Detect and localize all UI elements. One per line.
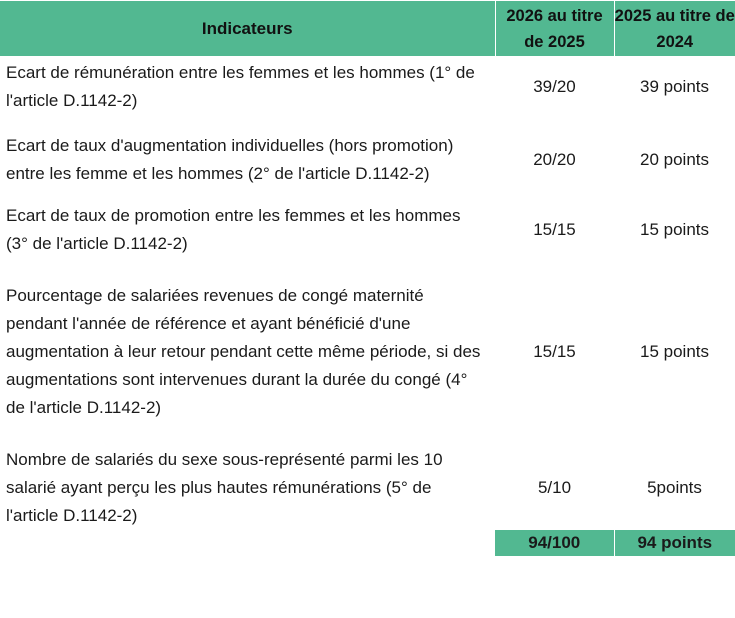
spacer-row: [0, 422, 735, 446]
table-row: [0, 56, 735, 118]
indicator-label: Ecart de taux de promotion entre les femmes et les hommes (3° de l'article D.1142-2): [6, 206, 461, 253]
score-2026: 15/15: [533, 220, 576, 239]
total-2026: 94/100: [495, 530, 614, 556]
score-2026: 15/15: [533, 342, 576, 361]
total-row: [0, 530, 735, 556]
score-2026: 5/10: [537, 478, 572, 497]
table-row: [0, 446, 735, 530]
table-row: [0, 202, 735, 258]
score-2025: 39 points: [640, 77, 709, 96]
indicators-table: [0, 1, 735, 556]
header-2026: 2026 au titre de 2025: [495, 1, 614, 56]
indicator-label: Nombre de salariés du sexe sous-représenté parmi les 10 salarié ayant perçu les plus hautes rémunérations (5° de l'article D.1142-2): [6, 450, 443, 525]
indicator-label: Ecart de rémunération entre les femmes et les hommes (1° de l'article D.1142-2): [6, 63, 475, 110]
score-2025: 15 points: [640, 220, 709, 239]
header-indicators: Indicateurs: [0, 1, 495, 56]
header-row: [0, 1, 735, 56]
score-2026: 20/20: [533, 150, 576, 169]
indicator-label: Ecart de taux d'augmentation individuelles (hors promotion) entre les femme et les hommes (2° de l'article D.1142-2): [6, 136, 454, 183]
spacer-row: [0, 258, 735, 282]
score-2025: 20 points: [640, 150, 709, 169]
score-2025: 5points: [647, 478, 702, 497]
table-row: [0, 118, 735, 202]
score-2025: 15 points: [640, 342, 709, 361]
indicator-label: Pourcentage de salariées revenues de congé maternité pendant l'année de référence et ayant bénéficié d'une augmentation à leur retour pendant cette même période, si des augmentations sont intervenues durant la durée du congé (4° de l'article D.1142-2): [6, 286, 481, 417]
table-row: [0, 282, 735, 422]
total-2025: 94 points: [614, 530, 735, 556]
score-2026: 39/20: [533, 77, 576, 96]
header-2025: 2025 au titre de 2024: [614, 1, 735, 56]
total-label-empty: [0, 530, 495, 556]
